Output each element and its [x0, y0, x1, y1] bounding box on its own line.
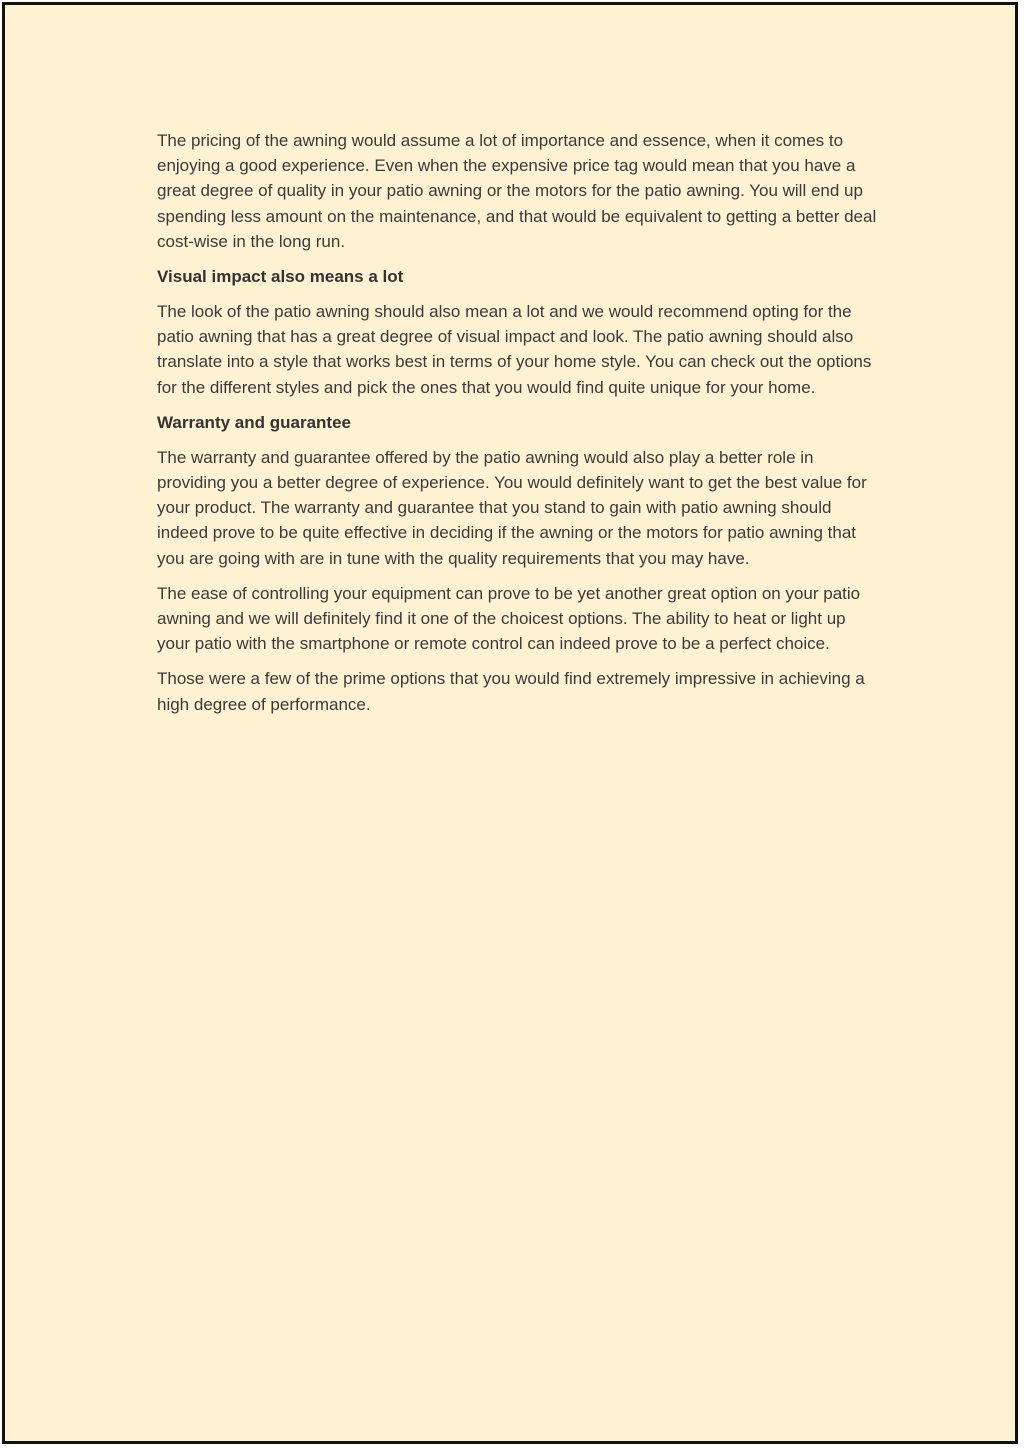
paragraph-conclusion: Those were a few of the prime options that you would find extremely impressive in achieving a high degree of performance.	[157, 669, 865, 714]
document-body	[157, 128, 877, 727]
heading-warranty: Warranty and guarantee	[157, 412, 351, 432]
paragraph-ease-of-control: The ease of controlling your equipment can prove to be yet another great option on your patio awning and we will definitely find it one of the choicest options. The ability to heat or light up your patio with the smartphone or remote control can indeed prove to be a perfect choice.	[157, 583, 861, 654]
document-page	[2, 2, 1018, 1444]
paragraph-pricing: The pricing of the awning would assume a lot of importance and essence, when it comes to enjoying a good experience. Even when the expensive price tag would mean that you have a great degree of quality in your patio awning or the motors for the patio awning. You will end up spending less amount on the maintenance, and that would be equivalent to getting a better deal cost-wise in the long run.	[157, 131, 877, 251]
paragraph-warranty: The warranty and guarantee offered by the patio awning would also play a better role in providing you a better degree of experience. You would definitely want to get the best value for your product. The warranty and guarantee that you stand to gain with patio awning should indeed prove to be quite effective in deciding if the awning or the motors for patio awning that you are going with are in tune with the quality requirements that you may have.	[157, 447, 867, 568]
heading-visual-impact: Visual impact also means a lot	[157, 267, 404, 287]
paragraph-visual-impact: The look of the patio awning should also mean a lot and we would recommend opting for the patio awning that has a great degree of visual impact and look. The patio awning should also translate into a style that works best in terms of your home style. You can check out the options for the different styles and pick the ones that you would find quite unique for your home.	[157, 302, 872, 397]
